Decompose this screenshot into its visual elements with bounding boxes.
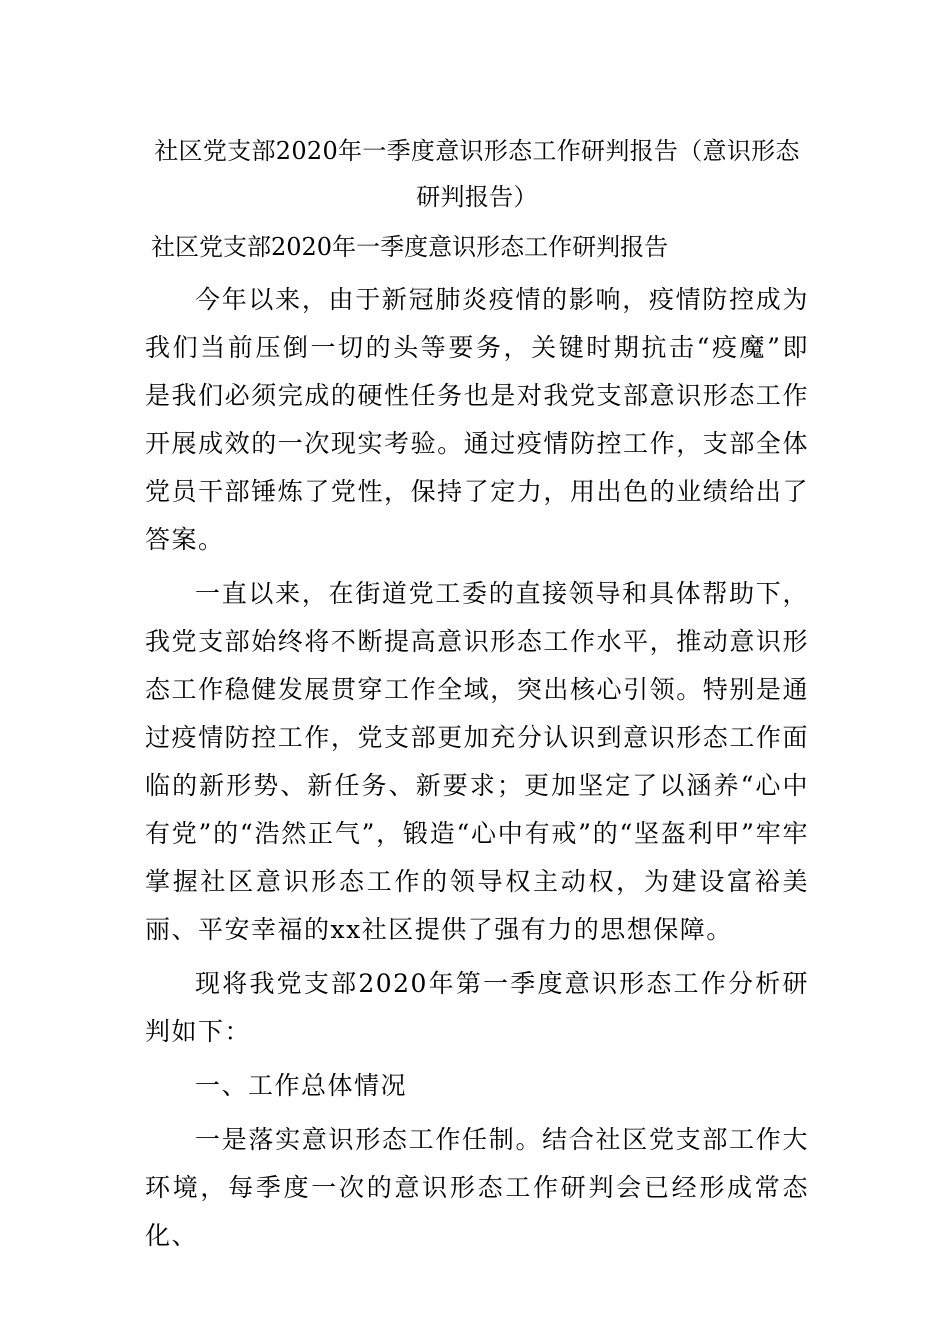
document-body [145, 128, 809, 1260]
document-subtitle: 社区党支部2020年一季度意识形态工作研判报告 [151, 233, 669, 261]
document-title: 社区党支部2020年一季度意识形态工作研判报告（意识形态研判报告） [154, 137, 800, 211]
paragraph-intro: 今年以来，由于新冠肺炎疫情的影响，疫情防控成为我们当前压倒一切的头等要务，关键时期抗击“疫魔”即是我们必须完成的硬性任务也是对我党支部意识形态工作开展成效的一次现实考验。通过疫情防控工作，支部全体党员干部锤炼了党性，保持了定力，用出色的业绩给出了答案。 [145, 285, 809, 554]
paragraph-background: 一直以来，在街道党工委的直接领导和具体帮助下，我党支部始终将不断提高意识形态工作水平，推动意识形态工作稳健发展贯穿工作全域，突出核心引领。特别是通过疫情防控工作，党支部更加充分认识到意识形态工作面临的新形势、新任务、新要求；更加坚定了以涵养“心中有党”的“浩然正气”，锻造“心中有戒”的“坚盔利甲”牢牢掌握社区意识形态工作的领导权主动权，为建设富裕美丽、平安幸福的xx社区提供了强有力的思想保障。 [145, 579, 809, 944]
section-heading-overview: 一、工作总体情况 [195, 1071, 408, 1100]
paragraph-responsibility: 一是落实意识形态工作任制。结合社区党支部工作大环境，每季度一次的意识形态工作研判会已经形成常态化、 [145, 1125, 809, 1250]
paragraph-analysis-lead: 现将我党支部2020年第一季度意识形态工作分析研判如下： [145, 969, 809, 1046]
